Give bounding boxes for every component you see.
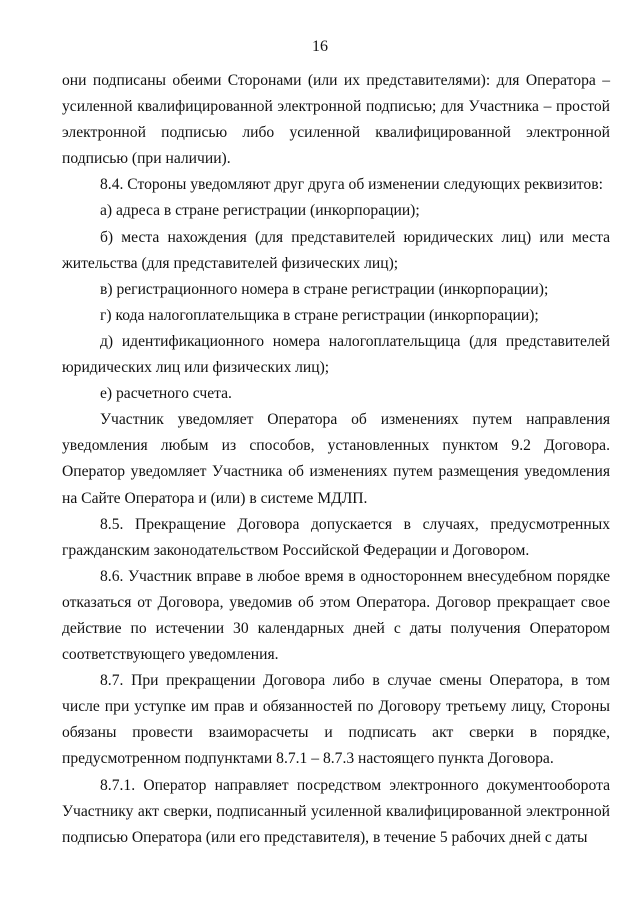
paragraph-8-7-1: 8.7.1. Оператор направляет посредством электронного документооборота Участнику акт сверки, подписанный усиленной квалифицированной электронной подписью Оператора (или его представителя), в течение 5 рабочих дней с даты	[62, 776, 610, 846]
page-number: 16	[312, 38, 328, 55]
paragraph-notification: Участник уведомляет Оператора об изменениях путем направления уведомления любым из способов, установленных пунктом 9.2 Договора. Оператор уведомляет Участника об изменениях путем размещения уведомления на Сайте Оператора и (или) в системе МДЛП.	[62, 411, 610, 507]
list-item-e: е) расчетного счета.	[100, 385, 232, 403]
list-item-a: а) адреса в стране регистрации (инкорпорации);	[100, 202, 420, 220]
paragraph-8-6: 8.6. Участник вправе в любое время в одностороннем внесудебном порядке отказаться от Договора, уведомив об этом Оператора. Договор прекращает свое действие по истечении 30 календарных дней с даты получения Оператором соответствующего уведомления.	[62, 567, 610, 664]
paragraph-continuation: они подписаны обеими Сторонами (или их представителями): для Оператора – усиленной квалифицированной электронной подписью; для Участника – простой электронной подписью либо усиленной квалифицированной электронной подписью (при наличии).	[62, 72, 610, 168]
list-item-d: д) идентификационного номера налогоплательщица (для представителей юридических лиц или физических лиц);	[62, 332, 610, 377]
paragraph-8-7: 8.7. При прекращении Договора либо в случае смены Оператора, в том числе при уступке им прав и обязанностей по Договору третьему лицу, Стороны обязаны провести взаиморасчеты и подписать акт сверки в порядке, предусмотренном подпунктами 8.7.1 – 8.7.3 настоящего пункта Договора.	[62, 672, 610, 768]
list-item-g: г) кода налогоплательщика в стране регистрации (инкорпорации);	[100, 306, 539, 324]
document-body	[62, 68, 610, 851]
list-item-b: б) места нахождения (для представителей юридических лиц) или места жительства (для представителей физических лиц);	[62, 228, 610, 272]
paragraph-8-5: 8.5. Прекращение Договора допускается в случаях, предусмотренных гражданским законодательством Российской Федерации и Договором.	[62, 515, 610, 559]
list-item-v: в) регистрационного номера в стране регистрации (инкорпорации);	[100, 280, 549, 298]
paragraph-8-4: 8.4. Стороны уведомляют друг друга об изменении следующих реквизитов:	[100, 176, 603, 194]
